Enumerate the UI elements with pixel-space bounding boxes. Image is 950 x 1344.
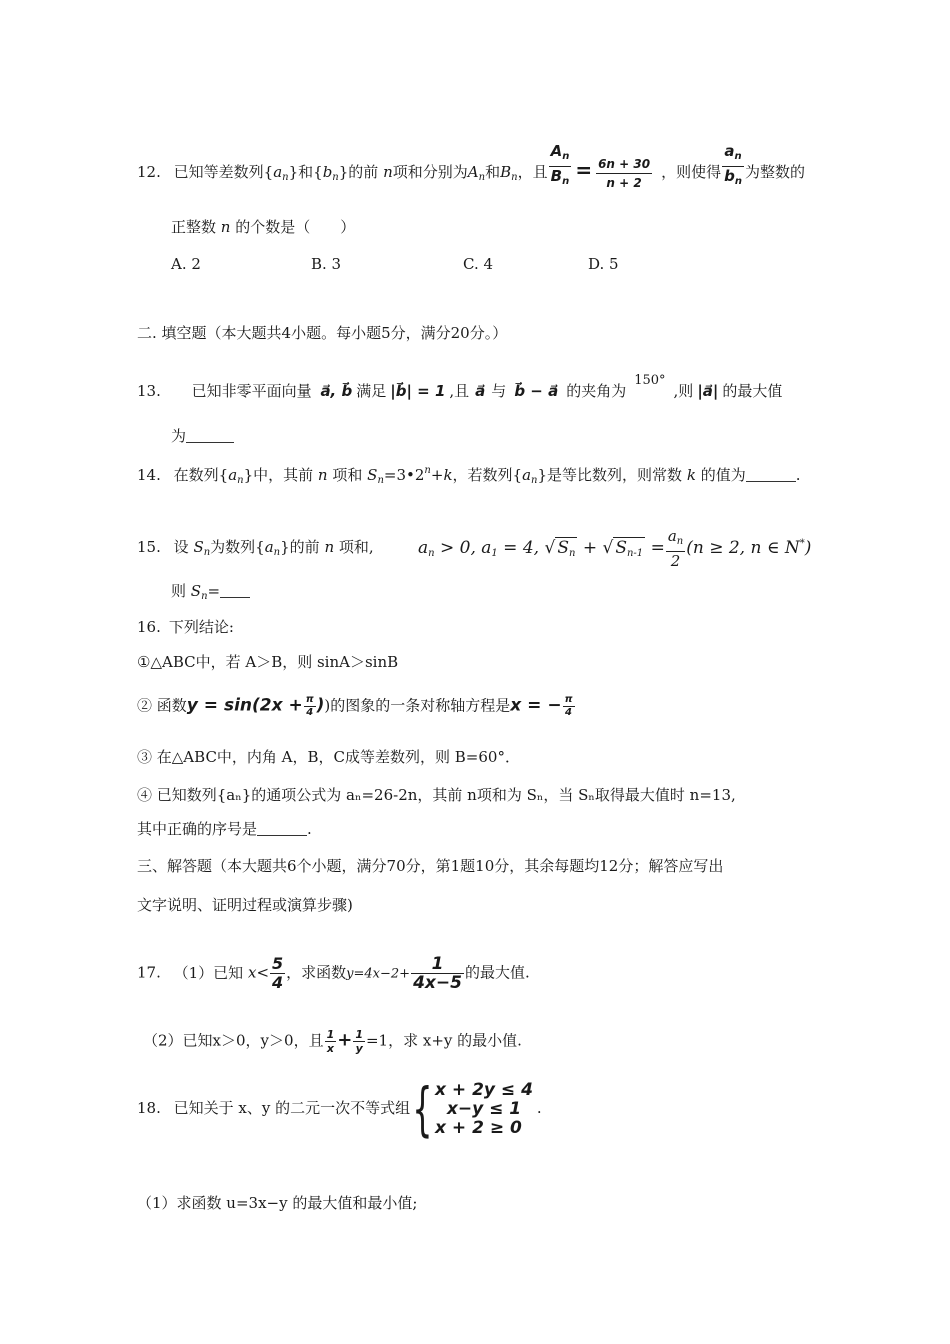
q16-item4: ④ 已知数列{aₙ}的通项公式为 aₙ=26-2n，其前 n项和为 Sₙ，当 Sₙ取得最大值时 n=13,	[137, 786, 736, 804]
q12-fraction-AB: $\frac{A_n}{B_n}$	[550, 142, 570, 187]
q15-answer-blank[interactable]	[220, 583, 250, 598]
q14-line: 14. 在数列$\{a_n\}$中，其前 n 项和 $S_n=3•2^n+k$，若数列$\{a_n\}$是等比数列，则常数 k 的值为 .	[137, 465, 801, 486]
q12-line1: 12. 已知等差数列$\{a_n\}$和$\{b_n\}$的前 n项和分别为$A_n$和$B_n$，且 $\frac{A_n}{B_n}$ = $\frac{6n + 30}{n + 2}$ ，则使得 $\frac{a_n}{b_n}$ 为整数的	[137, 142, 805, 190]
section2-heading: 二. 填空题（本大题共4小题。每小题5分，满分20分。）	[137, 324, 508, 342]
q18-part1: （1）求函数 u=3x−y 的最大值和最小值;	[137, 1194, 418, 1212]
q14-number: 14.	[137, 466, 161, 484]
q13-answer-blank[interactable]	[186, 428, 234, 443]
q12-option-b: B. 3	[311, 255, 342, 273]
q15-number: 15.	[137, 538, 161, 556]
q16-answer-blank[interactable]	[257, 821, 307, 836]
q12-option-a: A. 2	[171, 255, 201, 273]
q16-item5: 其中正确的序号是 .	[137, 820, 312, 838]
q17-part1: 17. （1）已知 x< $\frac{5}{4}$ ，求函数y=4x−2+ $\frac{1}{4x-5}$ 的最大值.	[137, 954, 530, 993]
q15-line2: 则 $S_n=$	[171, 580, 250, 608]
q18-line: 18. 已知关于 x、y 的二元一次不等式组{ x + 2y ≤ 4 x−y ≤ 1 x + 2 ≥ 0 .	[137, 1075, 542, 1143]
q12-option-d: D. 5	[588, 255, 619, 273]
q15-line1: 15. 设 $S_n$为数列$\{a_n\}$的前 n 项和,	[137, 538, 374, 558]
q16-item2: ② 函数y = sin(2x + $\frac{\pi}{4}$ ))的图象的一条对称轴方程是x = − $\frac{\pi}{4}$	[137, 694, 573, 718]
q15-formula: $a_n > 0$, $a_1 = 4$, √ $S_n$ + √ $S_{n-1}$ = $\frac{a_n}{2}$ (n ≥ 2, n ∈ N*)	[418, 527, 812, 570]
q13-line1: 13. 已知非零平面向量 a⃗, b⃗ 满足 |b⃗| = 1 ,且 a⃗ 与 b⃗ − a⃗ 的夹角为150°,则 |a⃗| 的最大值	[137, 373, 783, 400]
q13-number: 13.	[137, 382, 161, 400]
q12-option-c: C. 4	[463, 255, 494, 273]
q17-part2: （2）已知x＞0，y＞0，且 $\frac{1}{x}$ + $\frac{1}{y}$ =1，求 x+y 的最小值.	[143, 1028, 522, 1055]
section3-heading-line1: 三、解答题（本大题共6个小题，满分70分，第1题10分，其余每题均12分；解答应写出	[137, 857, 724, 875]
q16-item1: ①△ABC中，若 A＞B，则 sinA＞sinB	[137, 653, 399, 671]
q12-line2: 正整数 n 的个数是（ ）	[171, 218, 356, 236]
q18-inequality-system: x + 2y ≤ 4 x−y ≤ 1 x + 2 ≥ 0	[435, 1079, 533, 1138]
q13-line2: 为	[171, 425, 234, 447]
q16-title: 16. 下列结论:	[137, 618, 234, 636]
section3-heading-line2: 文字说明、证明过程或演算步骤)	[137, 896, 353, 914]
q16-number: 16.	[137, 618, 161, 636]
q12-fraction-ab: $\frac{a_n}{b_n}$	[724, 142, 742, 187]
q18-number: 18.	[137, 1099, 161, 1117]
q17-number: 17.	[137, 963, 161, 982]
q16-item3: ③ 在△ABC中，内角 A，B，C成等差数列，则 B=60°．	[137, 748, 520, 766]
q14-answer-blank[interactable]	[746, 467, 796, 482]
q12-fraction-ratio: $\frac{6n + 30}{n + 2}$	[598, 156, 651, 190]
q12-number: 12.	[137, 163, 161, 181]
